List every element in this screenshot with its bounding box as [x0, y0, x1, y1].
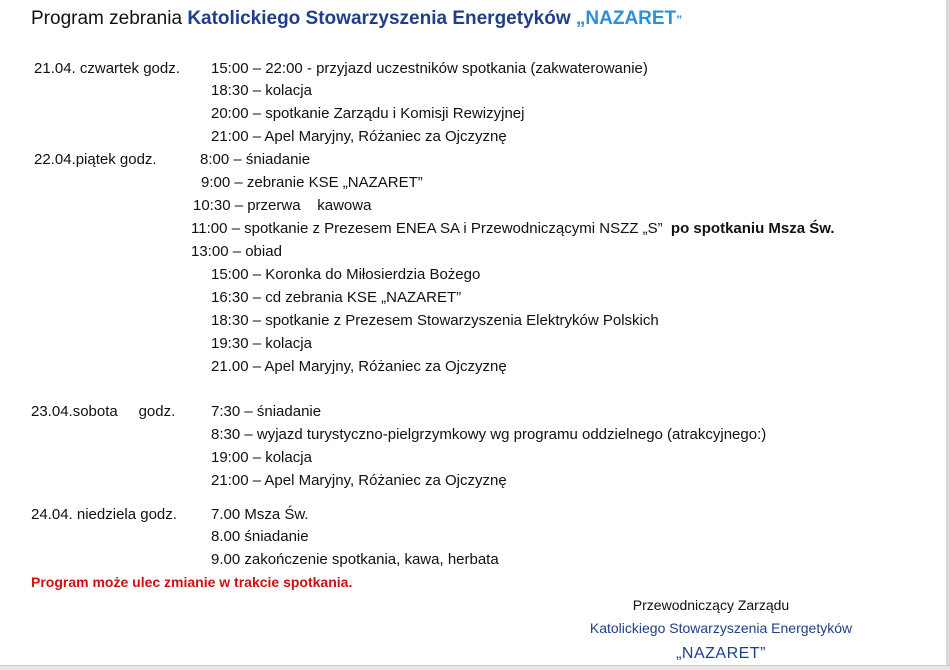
schedule-item: 16:30 – cd zebrania KSE „NAZARET” — [211, 289, 462, 306]
schedule-item: 18:30 – spotkanie z Prezesem Stowarzyszenia Elektryków Polskich — [211, 312, 659, 329]
schedule-item: 13:00 – obiad — [191, 243, 282, 260]
day-label-friday: 22.04.piątek godz. — [34, 151, 157, 168]
window-right-border — [946, 0, 950, 665]
schedule-item: 8:00 – śniadanie — [200, 151, 311, 168]
schedule-item-mass: po spotkaniu Msza Św. — [670, 220, 835, 237]
title-nazaret — [576, 8, 682, 29]
day-label-thursday: 21.04. czwartek godz. — [34, 60, 180, 77]
title-prefix: Program zebrania — [31, 8, 183, 29]
title-nazaret-text: „NAZARET — [575, 8, 677, 29]
schedule-item: 18:30 – kolacja — [211, 82, 312, 99]
schedule-item: 7.00 Msza Św. — [211, 506, 309, 523]
schedule-item: 9.00 zakończenie spotkania, kawa, herbata — [211, 551, 499, 568]
signature-organization: Katolickiego Stowarzyszenia Energetyków — [589, 620, 853, 636]
schedule-item: 15:00 – Koronka do Miłosierdzia Bożego — [211, 266, 481, 283]
schedule-item: 8.00 śniadanie — [211, 528, 309, 545]
document-title — [31, 8, 682, 30]
window-bottom-border — [0, 665, 950, 670]
schedule-item: 21.00 – Apel Maryjny, Różaniec za Ojczyznę — [211, 358, 507, 375]
schedule-item: 21:00 – Apel Maryjny, Różaniec za Ojczyznę — [211, 128, 507, 145]
schedule-item: 8:30 – wyjazd turystyczno-pielgrzymkowy wg programu oddzielnego (atrakcyjnego:) — [211, 426, 767, 443]
change-notice: Program może ulec zmianie w trakcie spotkania. — [31, 574, 353, 590]
day-label-saturday: 23.04.sobota godz. — [31, 403, 176, 420]
signature-title: Przewodniczący Zarządu — [632, 597, 790, 613]
schedule-item: 10:30 – przerwa kawowa — [193, 197, 372, 214]
schedule-item-text: 11:00 – spotkanie z Prezesem ENEA SA i Przewodniczącymi NSZZ „S” — [191, 220, 663, 237]
title-nazaret-quote: ” — [676, 13, 683, 27]
schedule-item: 20:00 – spotkanie Zarządu i Komisji Rewizyjnej — [211, 105, 525, 122]
day-label-sunday: 24.04. niedziela godz. — [31, 506, 177, 523]
signature-nazaret: „NAZARET” — [676, 645, 766, 662]
schedule-item: 21:00 – Apel Maryjny, Różaniec za Ojczyznę — [211, 472, 507, 489]
schedule-item: 19:30 – kolacja — [211, 335, 312, 352]
title-organization: Katolickiego Stowarzyszenia Energetyków — [187, 8, 571, 29]
schedule-item: 15:00 – 22:00 - przyjazd uczestników spotkania (zakwaterowanie) — [211, 60, 648, 77]
schedule-item: 19:00 – kolacja — [211, 449, 312, 466]
schedule-item: 7:30 – śniadanie — [211, 403, 322, 420]
schedule-item-meeting — [191, 219, 835, 239]
schedule-item: 9:00 – zebranie KSE „NAZARET” — [201, 174, 423, 191]
